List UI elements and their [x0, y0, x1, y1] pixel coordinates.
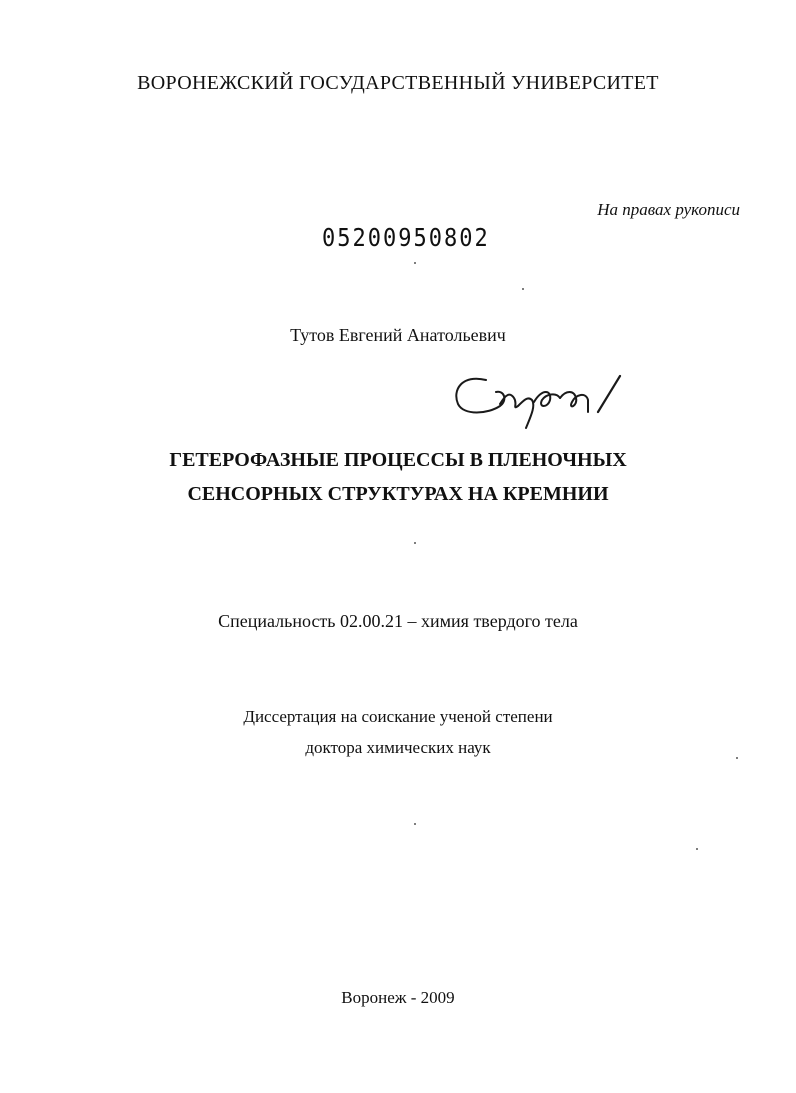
dissertation-line-2: доктора химических наук: [305, 738, 491, 757]
thesis-title-line-2: СЕНСОРНЫХ СТРУКТУРАХ НА КРЕМНИИ: [187, 483, 609, 505]
scan-speck: [696, 848, 698, 850]
scan-speck: [736, 757, 738, 759]
scan-speck: [414, 262, 416, 264]
dissertation-line-1: Диссертация на соискание ученой степени: [243, 707, 553, 726]
specialty-line: Специальность 02.00.21 – химия твердого тела: [218, 611, 578, 631]
rights-note: На правах рукописи: [597, 200, 740, 219]
scan-speck: [522, 288, 524, 290]
document-number: 05200950802: [322, 224, 490, 253]
place-and-year: Воронеж - 2009: [341, 988, 455, 1007]
signature-icon: [448, 368, 628, 438]
scan-speck: [414, 542, 416, 544]
thesis-title-line-1: ГЕТЕРОФАЗНЫЕ ПРОЦЕССЫ В ПЛЕНОЧНЫХ: [169, 449, 627, 471]
scan-speck: [414, 823, 416, 825]
author-name: Тутов Евгений Анатольевич: [290, 325, 506, 345]
university-name: ВОРОНЕЖСКИЙ ГОСУДАРСТВЕННЫЙ УНИВЕРСИТЕТ: [137, 72, 659, 94]
